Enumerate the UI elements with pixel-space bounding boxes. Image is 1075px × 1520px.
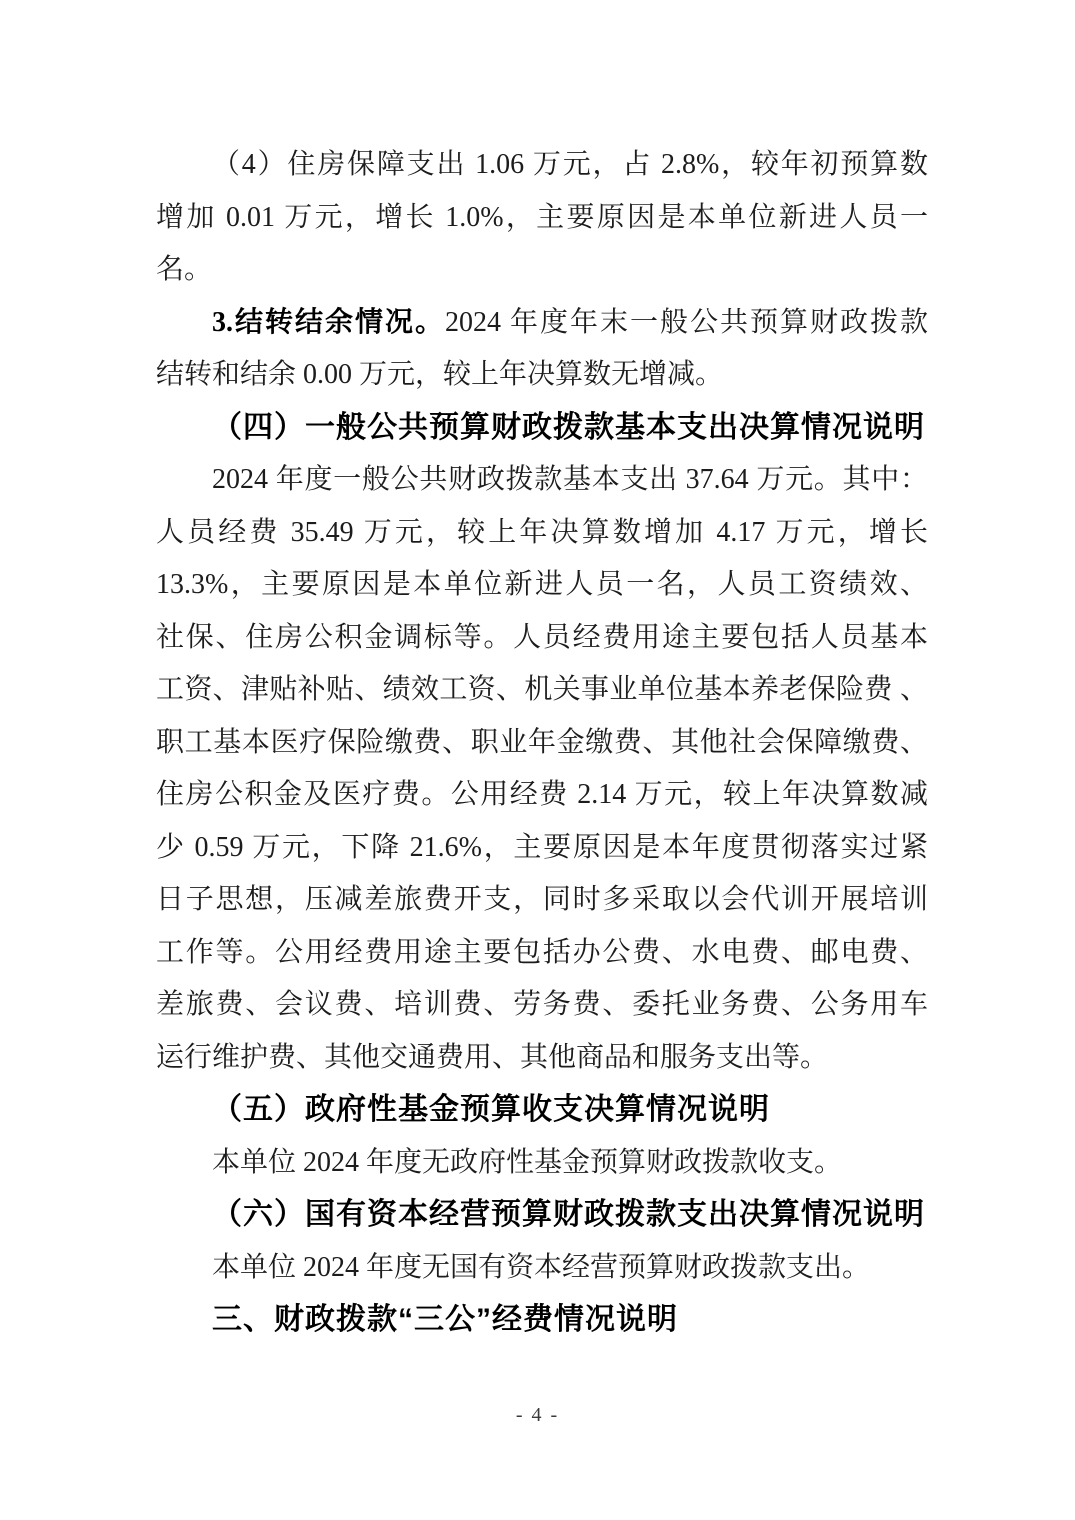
text-line: 少 0.59 万元，下降 21.6%，主要原因是本年度贯彻落实过紧 — [156, 831, 928, 863]
paragraph-housing-expense — [156, 139, 928, 297]
text-run: 2024 年度年末一般公共预算财政拨款 — [445, 306, 928, 338]
text-line: 社保、住房公积金调标等。人员经费用途主要包括人员基本 — [156, 621, 928, 653]
bold-lead-text: 3.结转结余情况。 — [212, 306, 445, 338]
section-heading-4 — [156, 402, 928, 455]
text-line: 差旅费、会议费、培训费、劳务费、委托业务费、公务用车 — [156, 989, 928, 1020]
heading-text: 三、财政拨款“三公”经费情况说明 — [212, 1303, 678, 1336]
text-line: 住房公积金及医疗费。公用经费 2.14 万元，较上年决算数减 — [156, 779, 928, 810]
paragraph-basic-expenditure — [156, 454, 928, 1084]
text-line: 结转和结余 0.00 万元，较上年决算数无增减。 — [156, 359, 724, 390]
heading-text: （六）国有资本经营预算财政拨款支出决算情况说明 — [212, 1198, 925, 1231]
text-line: 本单位 2024 年度无政府性基金预算财政拨款收支。 — [212, 1146, 843, 1178]
text-line: 名。 — [156, 254, 213, 285]
text-line: 本单位 2024 年度无国有资本经营预算财政拨款支出。 — [212, 1251, 871, 1283]
heading-text: （四）一般公共预算财政拨款基本支出决算情况说明 — [212, 410, 925, 444]
text-line: 工资、津贴补贴、绩效工资、机关事业单位基本养老保险费 、 — [156, 674, 928, 705]
text-line: 职工基本医疗保险缴费、职业年金缴费、其他社会保障缴费、 — [156, 726, 928, 758]
text-line — [156, 297, 928, 350]
document-body — [156, 139, 928, 1347]
text-line: （4）住房保障支出 1.06 万元，占 2.8%，较年初预算数 — [212, 149, 928, 180]
paragraph-state-capital — [156, 1242, 928, 1295]
paragraph-carryover — [156, 297, 928, 402]
heading-text: （五）政府性基金预算收支决算情况说明 — [212, 1093, 770, 1126]
text-line: 2024 年度一般公共财政拨款基本支出 37.64 万元。其中： — [212, 464, 928, 495]
text-line: 工作等。公用经费用途主要包括办公费、水电费、邮电费、 — [156, 936, 928, 968]
text-line: 人员经费 35.49 万元，较上年决算数增加 4.17 万元，增长 — [156, 516, 928, 548]
section-heading-6 — [156, 1189, 928, 1242]
section-heading-5 — [156, 1084, 928, 1137]
text-line: 增加 0.01 万元，增长 1.0%，主要原因是本单位新进人员一 — [156, 201, 928, 233]
text-line: 日子思想，压减差旅费开支，同时多采取以会代训开展培训 — [156, 884, 928, 915]
paragraph-gov-fund — [156, 1137, 928, 1190]
chapter-heading-three-public-funds — [156, 1294, 928, 1347]
text-line: 13.3%，主要原因是本单位新进人员一名，人员工资绩效、 — [156, 569, 928, 600]
page-number: - 4 - — [515, 1404, 560, 1426]
text-line: 运行维护费、其他交通费用、其他商品和服务支出等。 — [156, 1041, 829, 1073]
